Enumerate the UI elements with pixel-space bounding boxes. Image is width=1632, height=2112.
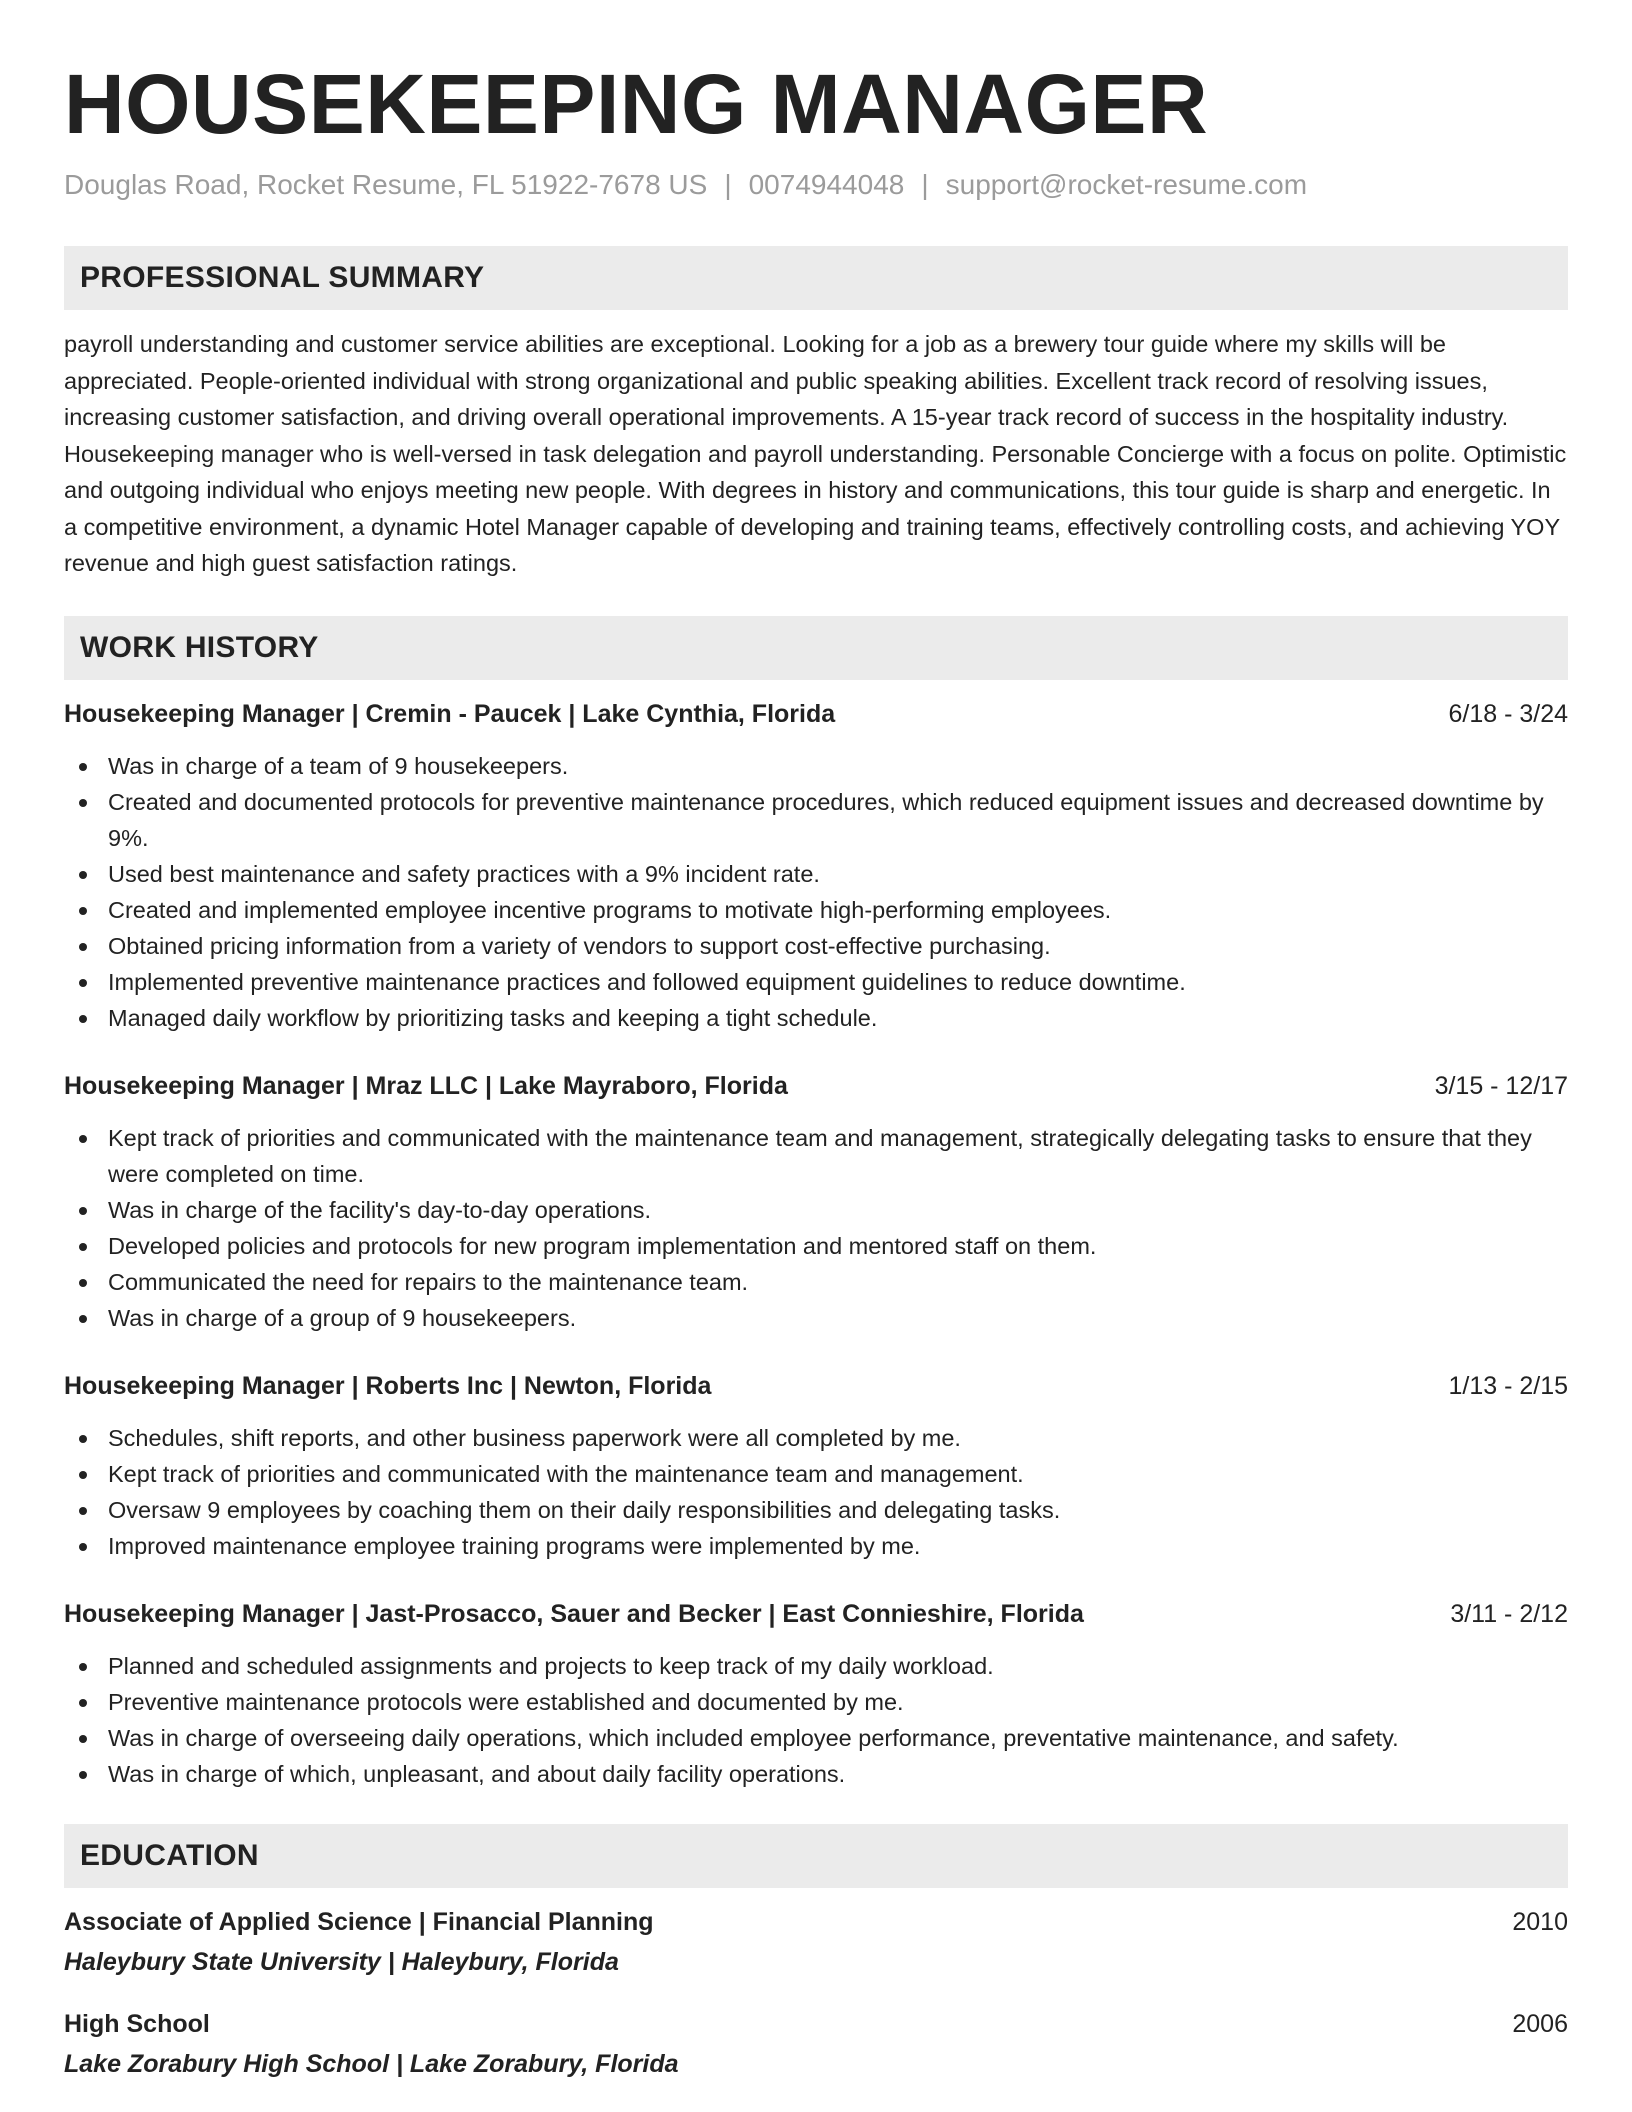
education-header (64, 2008, 1568, 2040)
bullet-item (108, 1492, 1568, 1528)
bullet-text: Schedules, shift reports, and other business paperwork were all completed by me. (108, 1424, 961, 1451)
bullet-item (108, 748, 1568, 784)
degree-title: High School (64, 2009, 210, 2038)
education-entry (64, 1906, 1568, 1978)
contact-phone: 0074944048 (748, 169, 905, 200)
bullet-text: Developed policies and protocols for new program implementation and mentored staff on them. (108, 1232, 1097, 1259)
bullet-icon (79, 943, 87, 951)
job-entry (64, 1370, 1568, 1564)
job-dates: 1/13 - 2/15 (1448, 1371, 1568, 1400)
bullet-text: Oversaw 9 employees by coaching them on their daily responsibilities and delegating tasks. (108, 1496, 1061, 1523)
bullet-icon (79, 799, 87, 807)
bullet-item (108, 1420, 1568, 1456)
job-bullets (64, 748, 1568, 1036)
bullet-text: Implemented preventive maintenance practices and followed equipment guidelines to reduce downtime. (108, 968, 1186, 995)
contact-separator: | (724, 169, 732, 200)
school-name: Haleybury State University | Haleybury, Florida (64, 1947, 619, 1976)
bullet-icon (79, 1699, 87, 1707)
job-header (64, 1370, 1568, 1402)
bullet-icon (79, 1243, 87, 1251)
education-header (64, 1906, 1568, 1938)
resume-title: HOUSEKEEPING MANAGER (64, 57, 1209, 151)
bullet-icon (79, 979, 87, 987)
contact-line (64, 168, 1568, 202)
degree-title: Associate of Applied Science | Financial Planning (64, 1907, 654, 1936)
bullet-icon (79, 1471, 87, 1479)
section-header-education (64, 1824, 1568, 1888)
bullet-text: Kept track of priorities and communicated with the maintenance team and management. (108, 1460, 1024, 1487)
bullet-item (108, 1456, 1568, 1492)
bullet-item (108, 892, 1568, 928)
job-bullets (64, 1420, 1568, 1564)
job-title: Housekeeping Manager | Mraz LLC | Lake Mayraboro, Florida (64, 1071, 788, 1100)
education-year: 2006 (1512, 2009, 1568, 2038)
bullet-text: Was in charge of which, unpleasant, and about daily facility operations. (108, 1760, 846, 1787)
bullet-text: Created and implemented employee incentive programs to motivate high-performing employees. (108, 896, 1112, 923)
bullet-icon (79, 763, 87, 771)
job-bullets (64, 1648, 1568, 1792)
bullet-item (108, 1000, 1568, 1036)
bullet-item (108, 1648, 1568, 1684)
job-title: Housekeeping Manager | Roberts Inc | Newton, Florida (64, 1371, 712, 1400)
bullet-icon (79, 1507, 87, 1515)
job-dates: 3/11 - 2/12 (1450, 1599, 1568, 1628)
bullet-text: Was in charge of overseeing daily operations, which included employee performance, preventative maintenance, and safety. (108, 1724, 1399, 1751)
job-header (64, 1070, 1568, 1102)
bullet-icon (79, 1543, 87, 1551)
bullet-text: Used best maintenance and safety practices with a 9% incident rate. (108, 860, 820, 887)
bullet-item (108, 1192, 1568, 1228)
job-entry (64, 1070, 1568, 1336)
education-year: 2010 (1512, 1907, 1568, 1936)
bullet-icon (79, 907, 87, 915)
job-title: Housekeeping Manager | Jast-Prosacco, Sauer and Becker | East Connieshire, Florida (64, 1599, 1084, 1628)
bullet-text: Improved maintenance employee training programs were implemented by me. (108, 1532, 921, 1559)
bullet-icon (79, 1279, 87, 1287)
bullet-item (108, 1264, 1568, 1300)
contact-email: support@rocket-resume.com (945, 169, 1308, 200)
education-entry (64, 2008, 1568, 2080)
bullet-item (108, 1300, 1568, 1336)
bullet-item (108, 964, 1568, 1000)
bullet-icon (79, 1015, 87, 1023)
job-entry (64, 698, 1568, 1036)
bullet-item (108, 1684, 1568, 1720)
bullet-icon (79, 871, 87, 879)
job-entry (64, 1598, 1568, 1792)
bullet-item (108, 1120, 1568, 1192)
bullet-item (108, 856, 1568, 892)
section-title: PROFESSIONAL SUMMARY (80, 261, 485, 294)
bullet-item (108, 928, 1568, 964)
job-header (64, 1598, 1568, 1630)
bullet-text: Obtained pricing information from a variety of vendors to support cost-effective purchasing. (108, 932, 1051, 959)
contact-separator: | (921, 169, 929, 200)
bullet-icon (79, 1315, 87, 1323)
bullet-text: Was in charge of the facility's day-to-day operations. (108, 1196, 652, 1223)
section-title: WORK HISTORY (80, 630, 319, 664)
contact-address: Douglas Road, Rocket Resume, FL 51922-7678 US (64, 169, 708, 200)
bullet-icon (79, 1663, 87, 1671)
bullet-item (108, 1720, 1568, 1756)
bullet-icon (79, 1207, 87, 1215)
bullet-text: Created and documented protocols for preventive maintenance procedures, which reduced equipment issues and decreased downtime by 9%. (108, 788, 1544, 851)
job-header (64, 698, 1568, 730)
school-name: Lake Zorabury High School | Lake Zorabury, Florida (64, 2049, 679, 2078)
bullet-text: Planned and scheduled assignments and projects to keep track of my daily workload. (108, 1652, 994, 1679)
section-header-work-history (64, 616, 1568, 680)
bullet-text: Kept track of priorities and communicated with the maintenance team and management, strategically delegating tasks to ensure that they were completed on time. (108, 1124, 1532, 1187)
job-title: Housekeeping Manager | Cremin - Paucek | Lake Cynthia, Florida (64, 699, 836, 728)
bullet-text: Was in charge of a team of 9 housekeepers. (108, 752, 569, 779)
bullet-icon (79, 1771, 87, 1779)
job-dates: 6/18 - 3/24 (1448, 699, 1568, 728)
bullet-item (108, 784, 1568, 856)
job-bullets (64, 1120, 1568, 1336)
bullet-icon (79, 1435, 87, 1443)
section-title: EDUCATION (80, 1838, 259, 1872)
bullet-text: Managed daily workflow by prioritizing tasks and keeping a tight schedule. (108, 1004, 878, 1031)
summary-text: payroll understanding and customer service abilities are exceptional. Looking for a job as a brewery tour guide where my skills will be appreciated. People-oriented individual with strong organizational and public speaking abilities. Excellent track record of resolving issues, increasing customer satisfaction, and driving overall operational improvements. A 15-year track record of success in the hospitality industry. Housekeeping manager who is well-versed in task delegation and payroll understanding. Personable Concierge with a focus on polite. Optimistic and outgoing individual who enjoys meeting new people. With degrees in history and communications, this tour guide is sharp and energetic. In a competitive environment, a dynamic Hotel Manager capable of developing and training teams, effectively controlling costs, and achieving YOY revenue and high guest satisfaction ratings. (64, 331, 1567, 576)
section-header-summary (64, 246, 1568, 310)
job-dates: 3/15 - 12/17 (1434, 1071, 1568, 1100)
bullet-icon (79, 1135, 87, 1143)
bullet-item (108, 1756, 1568, 1792)
bullet-item (108, 1228, 1568, 1264)
bullet-item (108, 1528, 1568, 1564)
bullet-text: Communicated the need for repairs to the maintenance team. (108, 1268, 749, 1295)
bullet-icon (79, 1735, 87, 1743)
bullet-text: Was in charge of a group of 9 housekeepers. (108, 1304, 577, 1331)
bullet-text: Preventive maintenance protocols were established and documented by me. (108, 1688, 904, 1715)
